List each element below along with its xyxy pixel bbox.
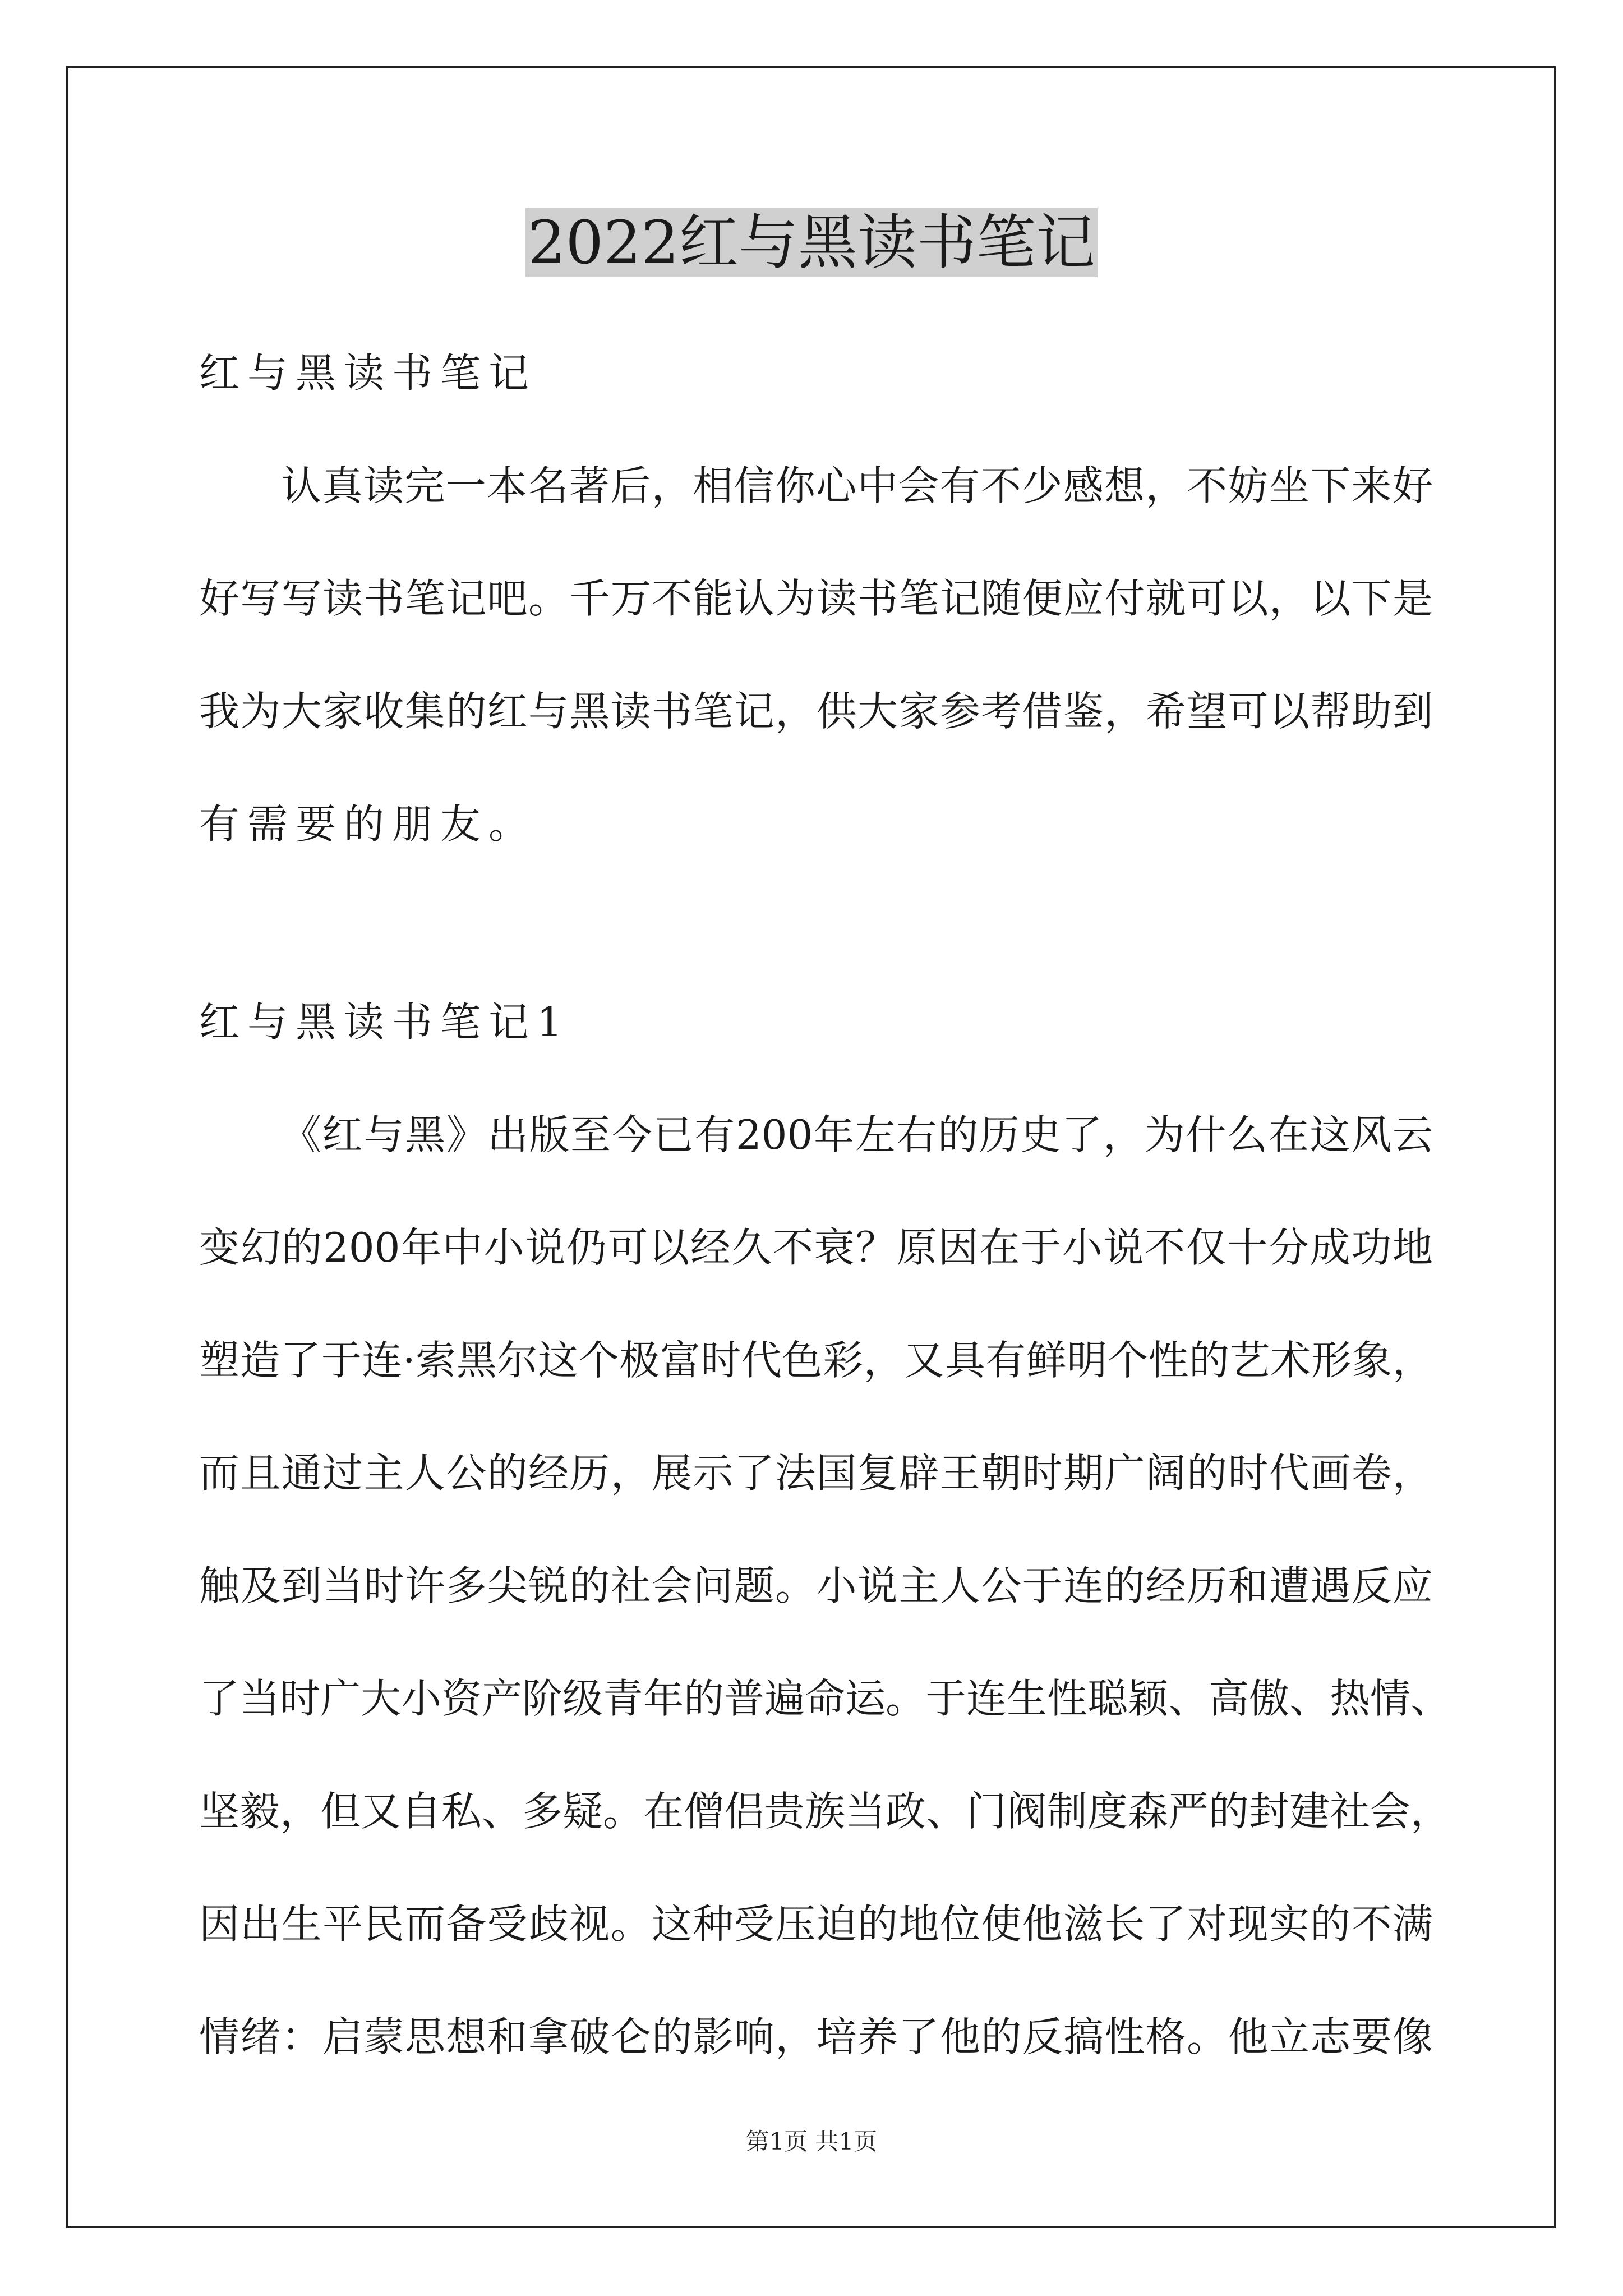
body-line-6: 了当时广大小资产阶级青年的普遍命运。于连生性聪颖、高傲、热情、 [199,1675,1451,1722]
intro-line-4: 有需要的朋友。 [199,800,537,848]
body-line-9: 情绪：启蒙思想和拿破仑的影响，培养了他的反搞性格。他立志要像 [199,2013,1433,2060]
section-heading: 红与黑读书笔记1 [199,999,570,1046]
page-number-footer: 第1页 共1页 [745,2128,878,2155]
intro-line-1: 认真读完一本名著后，相信你心中会有不少感想，不妨坐下来好 [281,462,1433,509]
body-line-3: 塑造了于连·索黑尔这个极富时代色彩，又具有鲜明个性的艺术形象， [199,1337,1433,1384]
document-title [0,205,1623,281]
body-line-4: 而且通过主人公的经历，展示了法国复辟王朝时期广阔的时代画卷， [199,1450,1433,1497]
intro-line-3: 我为大家收集的红与黑读书笔记，供大家参考借鉴，希望可以帮助到 [199,688,1433,735]
intro-line-2: 好写写读书笔记吧。千万不能认为读书笔记随便应付就可以，以下是 [199,575,1433,622]
body-line-1: 《红与黑》出版至今已有200年左右的历史了，为什么在这风云 [281,1111,1433,1158]
subtitle: 红与黑读书笔记 [199,349,537,397]
body-line-5: 触及到当时许多尖锐的社会问题。小说主人公于连的经历和遭遇反应 [199,1562,1433,1609]
body-line-7: 坚毅，但又自私、多疑。在僧侣贵族当政、门阀制度森严的封建社会， [199,1788,1451,1835]
body-line-8: 因出生平民而备受歧视。这种受压迫的地位使他滋长了对现实的不满 [199,1901,1433,1948]
document-title-text: 2022红与黑读书笔记 [525,208,1098,277]
body-line-2: 变幻的200年中小说仍可以经久不衰？原因在于小说不仅十分成功地 [199,1224,1433,1271]
